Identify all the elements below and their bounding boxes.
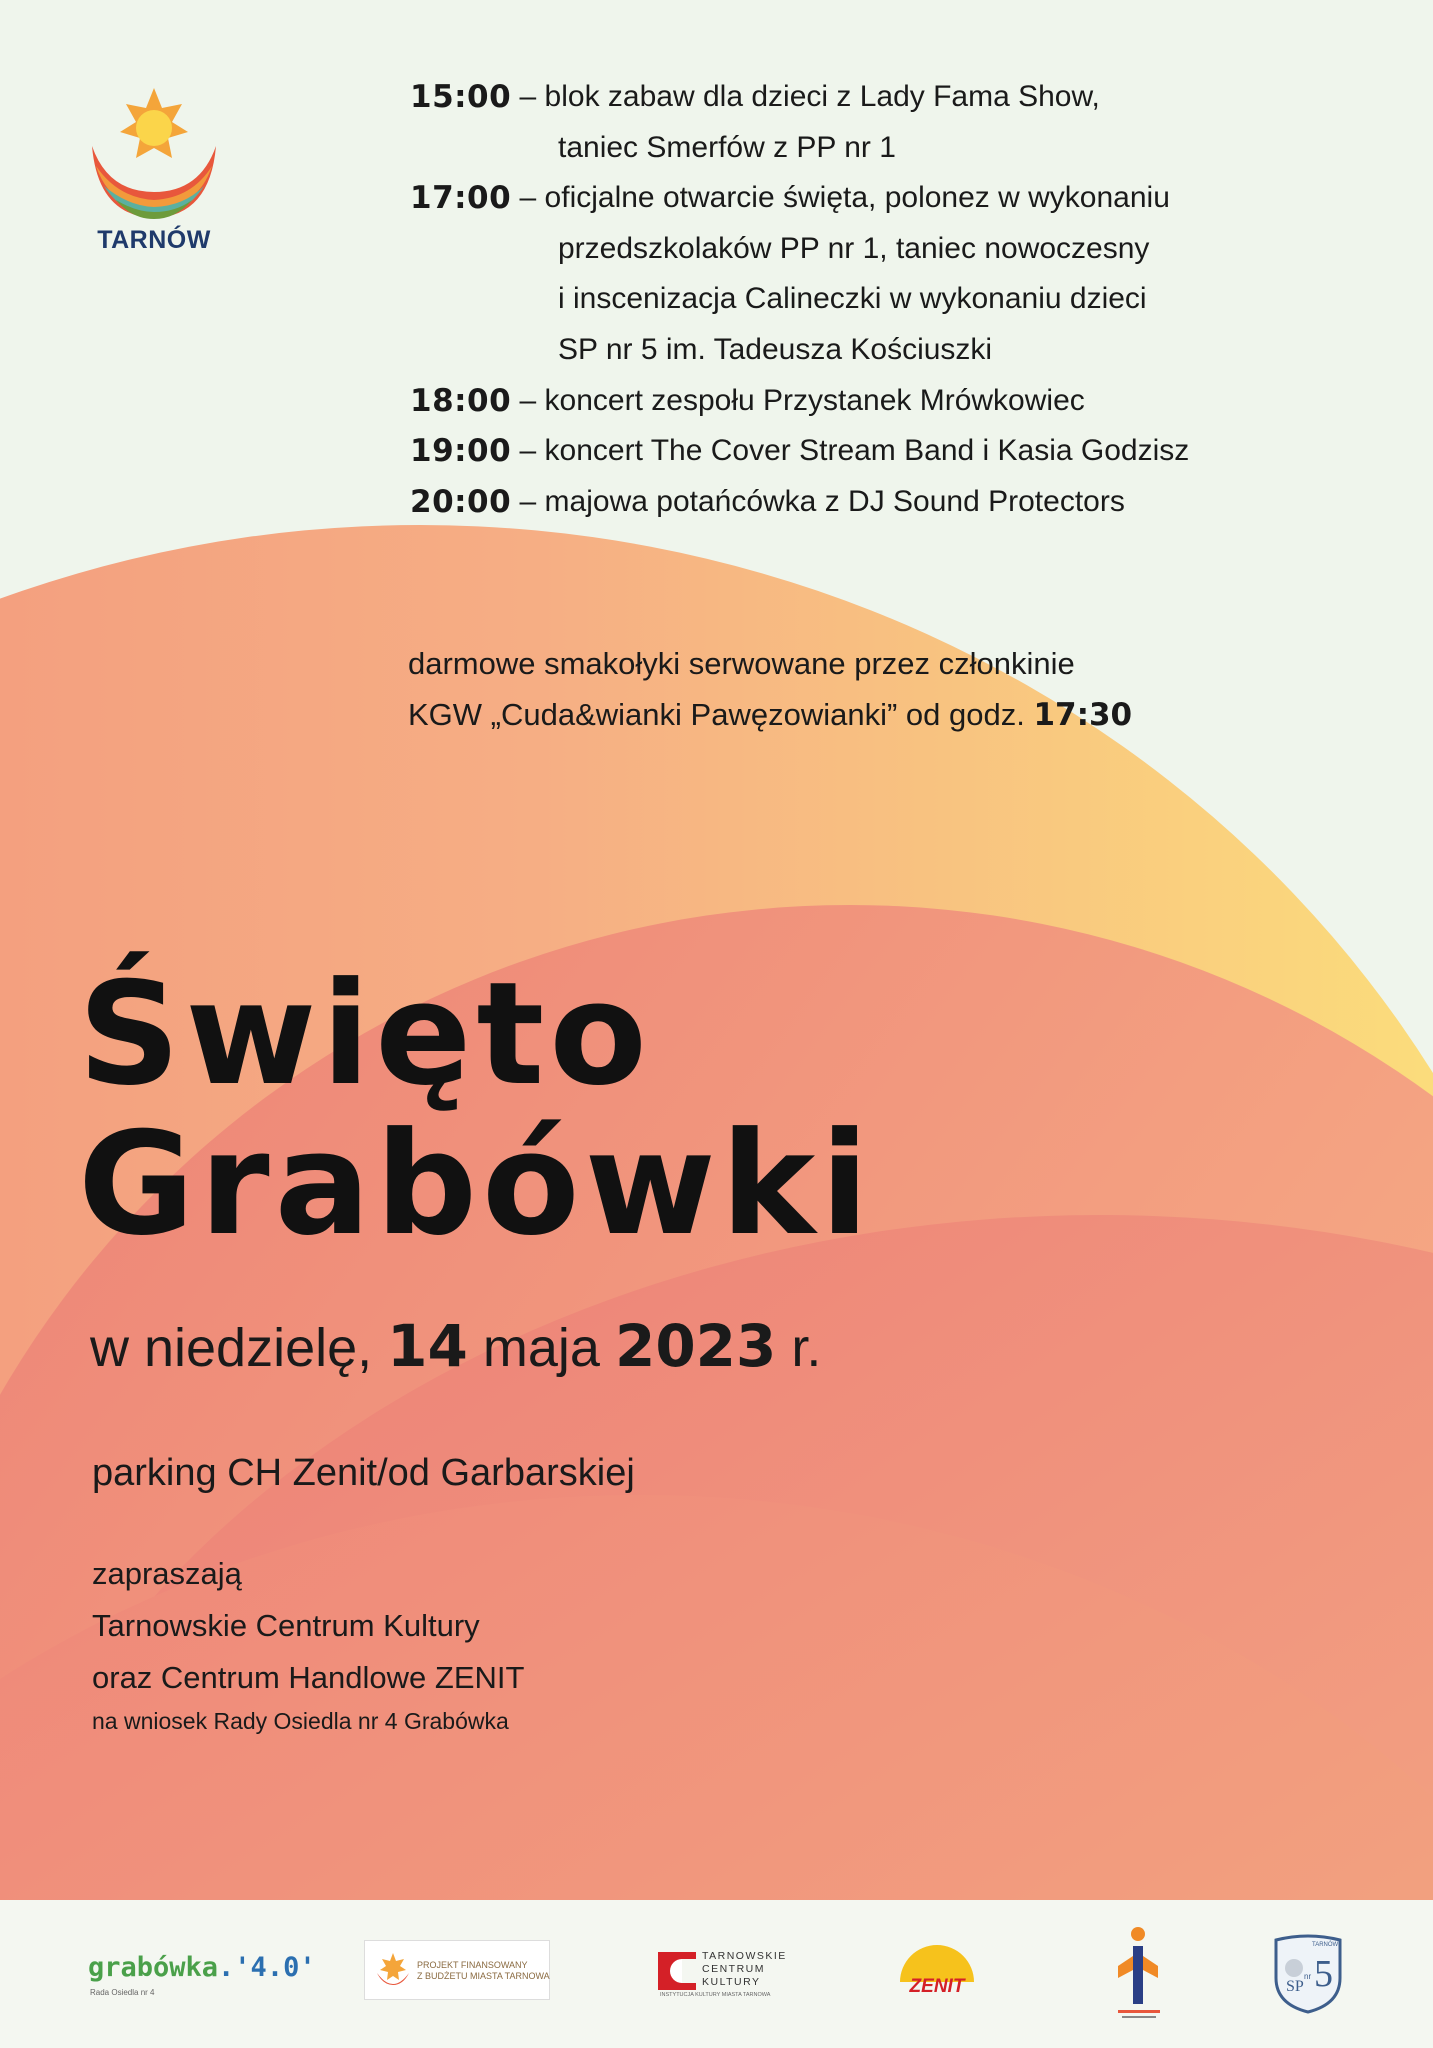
schedule-time: 19:00 bbox=[410, 433, 512, 470]
treats-info bbox=[408, 638, 1132, 741]
project-financed-logo bbox=[364, 1940, 550, 2000]
schedule-time: 17:00 bbox=[410, 180, 512, 217]
sp5-num: 5 bbox=[1314, 1953, 1333, 1995]
date-month: maja bbox=[482, 1318, 600, 1378]
organizers bbox=[92, 1548, 524, 1738]
schedule-text: blok zabaw dla dzieci z Lady Fama Show, bbox=[544, 80, 1100, 113]
tarnow-logo-icon bbox=[88, 86, 220, 226]
tck-line: KULTURY bbox=[702, 1976, 761, 1988]
sp5-top: TARNÓW bbox=[1312, 1942, 1339, 1948]
grabowka-logo-text: grabówka bbox=[88, 1952, 219, 1983]
schedule-text: i inscenizacja Calineczki w wykonaniu dzieci bbox=[558, 282, 1147, 316]
tck-line: TARNOWSKIE bbox=[702, 1950, 787, 1962]
zenit-logo bbox=[896, 1942, 978, 2006]
event-title-line: Grabówki bbox=[78, 1102, 874, 1267]
treats-line: darmowe smakołyki serwowane przez członkinie bbox=[408, 646, 1075, 681]
schedule-text: oficjalne otwarcie święta, polonez w wykonaniu bbox=[544, 181, 1170, 215]
tarnow-logo bbox=[88, 86, 220, 258]
schedule-entry: 18:00 – koncert zespołu Przystanek Mrówkowiec bbox=[410, 376, 1410, 427]
schedule-text: koncert The Cover Stream Band i Kasia Godzisz bbox=[544, 434, 1190, 468]
tarnow-sun-icon bbox=[373, 1951, 413, 1991]
organizers-note: na wniosek Rady Osiedla nr 4 Grabówka bbox=[92, 1708, 509, 1734]
organizers-line: zapraszają bbox=[92, 1556, 242, 1591]
date-prefix: w niedzielę, bbox=[90, 1318, 373, 1378]
sponsor-footer bbox=[0, 1900, 1433, 2048]
schedule-entry: 17:00 – oficjalne otwarcie święta, polonez w wykonaniu przedszkolaków PP nr 1, taniec nowoczesny i inscenizacja Calineczki w wykonaniu dzieci SP nr 5 im. Tadeusza Kościuszki bbox=[410, 173, 1410, 375]
schedule-text: przedszkolaków PP nr 1, taniec nowoczesny bbox=[558, 231, 1150, 265]
tck-sub: INSTYTUCJA KULTURY MIASTA TARNOWA bbox=[660, 1992, 771, 1998]
schedule-entry: 15:00 – blok zabaw dla dzieci z Lady Fama Show, taniec Smerfów z PP nr 1 bbox=[410, 72, 1410, 173]
sp5-logo bbox=[1272, 1934, 1344, 2014]
treats-line: KGW „Cuda&wianki Pawęzowianki” od godz. bbox=[408, 697, 1025, 732]
organizers-line: oraz Centrum Handlowe ZENIT bbox=[92, 1660, 525, 1695]
schedule-time: 15:00 bbox=[410, 79, 512, 115]
schedule-text: majowa potańcówka z DJ Sound Protectors bbox=[544, 484, 1125, 518]
event-place: parking CH Zenit/od Garbarskiej bbox=[92, 1452, 635, 1494]
tck-logo bbox=[658, 1948, 787, 2000]
organizers-line: Tarnowskie Centrum Kultury bbox=[92, 1608, 480, 1643]
grabowka-logo-version: .'4.0' bbox=[218, 1952, 316, 1983]
schedule-text: koncert zespołu Przystanek Mrówkowiec bbox=[544, 383, 1085, 417]
schedule-text: taniec Smerfów z PP nr 1 bbox=[558, 130, 896, 164]
tck-c-icon bbox=[658, 1950, 698, 1992]
date-day: 14 bbox=[387, 1312, 468, 1380]
sp5-nr: nr bbox=[1304, 1972, 1312, 1981]
schedule-entry: 19:00 – koncert The Cover Stream Band i Kasia Godzisz bbox=[410, 426, 1410, 477]
grabowka-logo bbox=[88, 1952, 316, 1983]
info-person-icon bbox=[1114, 1926, 1164, 2022]
date-year: 2023 bbox=[614, 1312, 777, 1380]
project-financed-line: Z BUDŻETU MIASTA TARNOWA bbox=[417, 1971, 550, 1981]
date-suffix: r. bbox=[791, 1318, 822, 1378]
tck-line: CENTRUM bbox=[702, 1963, 765, 1975]
info-person-logo bbox=[1114, 1926, 1164, 2022]
schedule-time: 20:00 bbox=[410, 483, 512, 520]
schedule-entry: 20:00 – majowa potańcówka z DJ Sound Protectors bbox=[410, 477, 1410, 528]
schedule-text: SP nr 5 im. Tadeusza Kościuszki bbox=[558, 332, 993, 366]
zenit-logo-text: ZENIT bbox=[909, 1976, 965, 1997]
sp5-sp: SP bbox=[1286, 1978, 1304, 1995]
event-title bbox=[78, 952, 874, 1267]
tarnow-logo-text: TARNÓW bbox=[97, 226, 211, 254]
event-date bbox=[90, 1310, 821, 1384]
treats-time: 17:30 bbox=[1033, 697, 1133, 733]
schedule bbox=[410, 72, 1410, 527]
event-title-line: Święto bbox=[78, 952, 652, 1117]
project-financed-line: PROJEKT FINANSOWANY bbox=[417, 1960, 528, 1970]
schedule-time: 18:00 bbox=[410, 382, 512, 419]
grabowka-logo-sub: Rada Osiedla nr 4 bbox=[90, 1988, 155, 1997]
